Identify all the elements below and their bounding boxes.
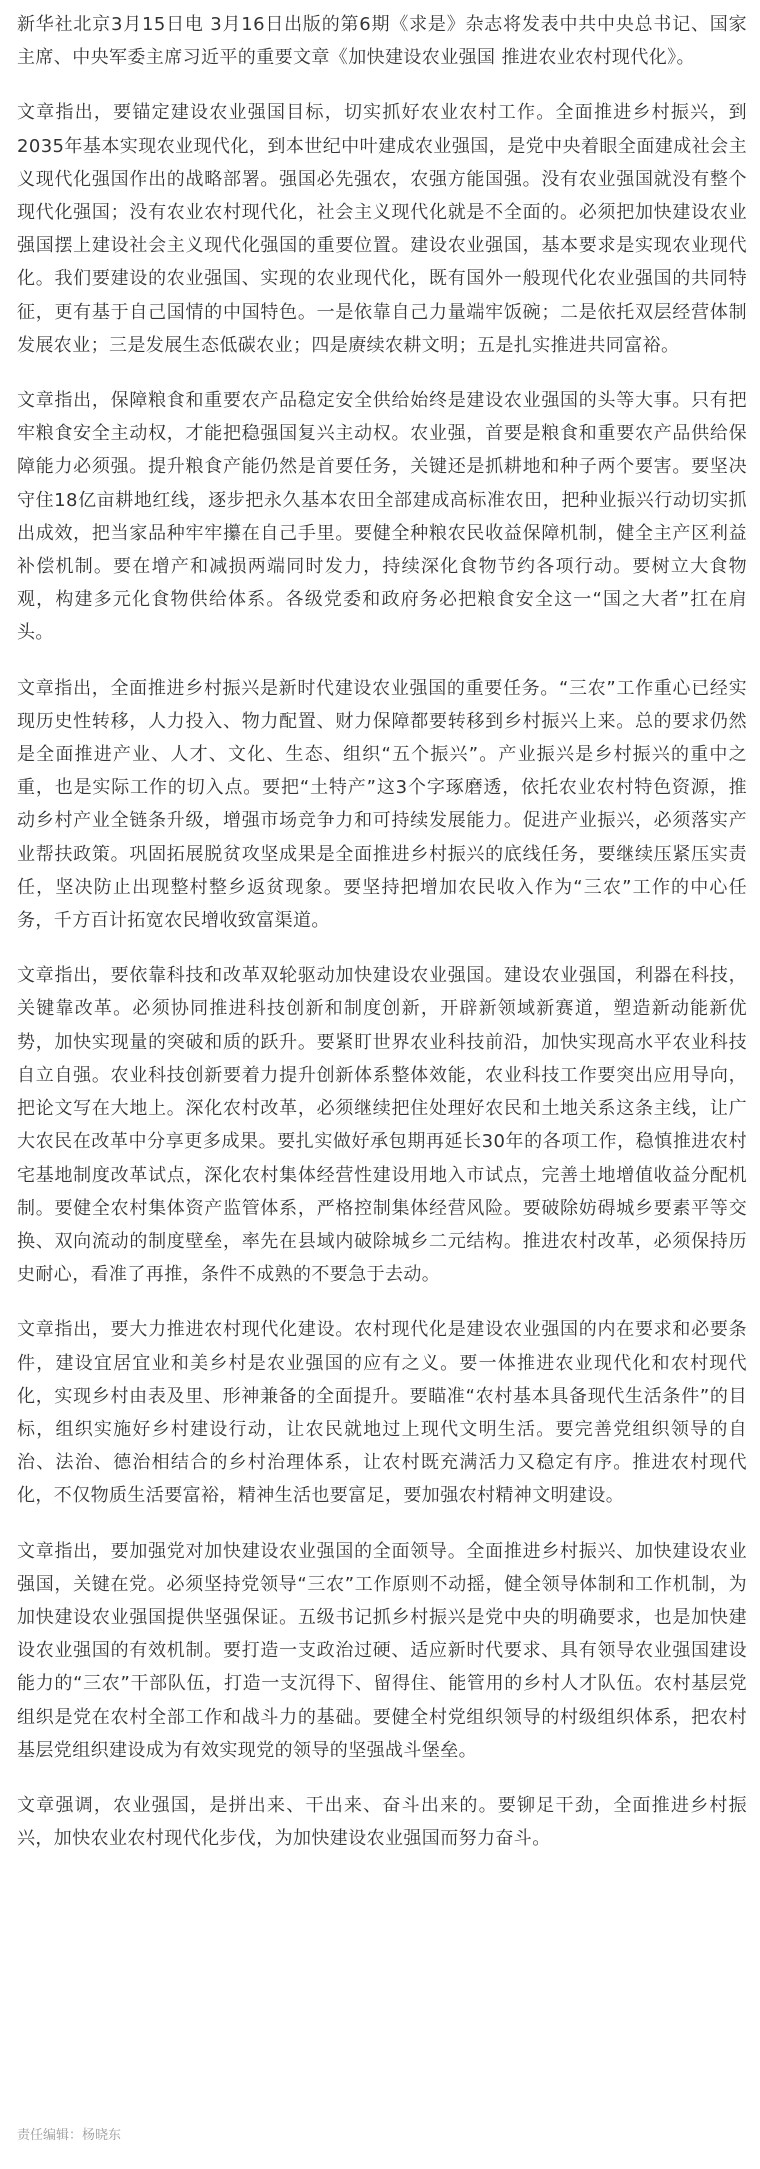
responsible-editor: 责任编辑：杨晓东 bbox=[17, 2128, 122, 2143]
article-paragraph: 文章指出，要大力推进农村现代化建设。农村现代化是建设农业强国的内在要求和必要条件，建设宜居宜业和美乡村是农业强国的应有之义。要一体推进农业现代化和农村现代化，实现乡村由表及里、形神兼备的全面提升。要瞄准“农村基本具备现代生活条件”的目标，组织实施好乡村建设行动，让农民就地过上现代文明生活。要完善党组织领导的自治、法治、德治相结合的乡村治理体系，让农村既充满活力又稳定有序。推进农村现代化，不仅物质生活要富裕，精神生活也要富足，要加强农村精神文明建设。 bbox=[17, 1319, 747, 1507]
article-paragraph: 文章指出，要依靠科技和改革双轮驱动加快建设农业强国。建设农业强国，利器在科技，关键靠改革。必须协同推进科技创新和制度创新，开辟新领域新赛道，塑造新动能新优势，加快实现量的突破和质的跃升。要紧盯世界农业科技前沿，加快实现高水平农业科技自立自强。农业科技创新要着力提升创新体系整体效能，农业科技工作要突出应用导向，把论文写在大地上。深化农村改革，必须继续把住处理好农民和土地关系这条主线，让广大农民在改革中分享更多成果。要扎实做好承包期再延长30年的各项工作，稳慎推进农村宅基地制度改革试点，深化农村集体经营性建设用地入市试点，完善土地增值收益分配机制。要健全农村集体资产监管体系，严格控制集体经营风险。要破除妨碍城乡要素平等交换、双向流动的制度壁垒，率先在县域内破除城乡二元结构。推进农村改革，必须保持历史耐心，看准了再推，条件不成熟的不要急于去动。 bbox=[17, 965, 747, 1286]
article-paragraph: 文章指出，要锚定建设农业强国目标，切实抓好农业农村工作。全面推进乡村振兴，到2035年基本实现农业现代化，到本世纪中叶建成农业强国，是党中央着眼全面建成社会主义现代化强国作出的战略部署。强国必先强农，农强方能国强。没有农业强国就没有整个现代化强国；没有农业农村现代化，社会主义现代化就是不全面的。必须把加快建设农业强国摆上建设社会主义现代化强国的重要位置。建设农业强国，基本要求是实现农业现代化。我们要建设的农业强国、实现的农业现代化，既有国外一般现代化农业强国的共同特征，更有基于自己国情的中国特色。一是依靠自己力量端牢饭碗；二是依托双层经营体制发展农业；三是发展生态低碳农业；四是赓续农耕文明；五是扎实推进共同富裕。 bbox=[17, 102, 747, 356]
article-paragraph: 文章强调，农业强国，是拼出来、干出来、奋斗出来的。要铆足干劲，全面推进乡村振兴，加快农业农村现代化步伐，为加快建设农业强国而努力奋斗。 bbox=[17, 1794, 747, 1850]
article-body bbox=[17, 8, 747, 1877]
article-paragraph: 文章指出，保障粮食和重要农产品稳定安全供给始终是建设农业强国的头等大事。只有把牢粮食安全主动权，才能把稳强国复兴主动权。农业强，首要是粮食和重要农产品供给保障能力必须强。提升粮食产能仍然是首要任务，关键还是抓耕地和种子两个要害。要坚决守住18亿亩耕地红线，逐步把永久基本农田全部建成高标准农田，把种业振兴行动切实抓出成效，把当家品种牢牢攥在自己手里。要健全种粮农民收益保障机制，健全主产区利益补偿机制。要在增产和减损两端同时发力，持续深化食物节约各项行动。要树立大食物观，构建多元化食物供给体系。各级党委和政府务必把粮食安全这一“国之大者”扛在肩头。 bbox=[17, 390, 747, 644]
article-paragraph: 文章指出，要加强党对加快建设农业强国的全面领导。全面推进乡村振兴、加快建设农业强国，关键在党。必须坚持党领导“三农”工作原则不动摇，健全领导体制和工作机制，为加快建设农业强国提供坚强保证。五级书记抓乡村振兴是党中央的明确要求，也是加快建设农业强国的有效机制。要打造一支政治过硬、适应新时代要求、具有领导农业强国建设能力的“三农”干部队伍，打造一支沉得下、留得住、能管用的乡村人才队伍。农村基层党组织是党在农村全部工作和战斗力的基础。要健全村党组织领导的村级组织体系，把农村基层党组织建设成为有效实现党的领导的坚强战斗堡垒。 bbox=[17, 1540, 747, 1761]
article-lead-paragraph: 新华社北京3月15日电 3月16日出版的第6期《求是》杂志将发表中共中央总书记、国家主席、中央军委主席习近平的重要文章《加快建设农业强国 推进农业农村现代化》。 bbox=[17, 14, 747, 69]
article-paragraph: 文章指出，全面推进乡村振兴是新时代建设农业强国的重要任务。“三农”工作重心已经实现历史性转移，人力投入、物力配置、财力保障都要转移到乡村振兴上来。总的要求仍然是全面推进产业、人才、文化、生态、组织“五个振兴”。产业振兴是乡村振兴的重中之重，也是实际工作的切入点。要把“土特产”这3个字琢磨透，依托农业农村特色资源，推动乡村产业全链条升级，增强市场竞争力和可持续发展能力。促进产业振兴，必须落实产业帮扶政策。巩固拓展脱贫攻坚成果是全面推进乡村振兴的底线任务，要继续压紧压实责任，坚决防止出现整村整乡返贫现象。要坚持把增加农民收入作为“三农”工作的中心任务，千方百计拓宽农民增收致富渠道。 bbox=[17, 677, 747, 932]
